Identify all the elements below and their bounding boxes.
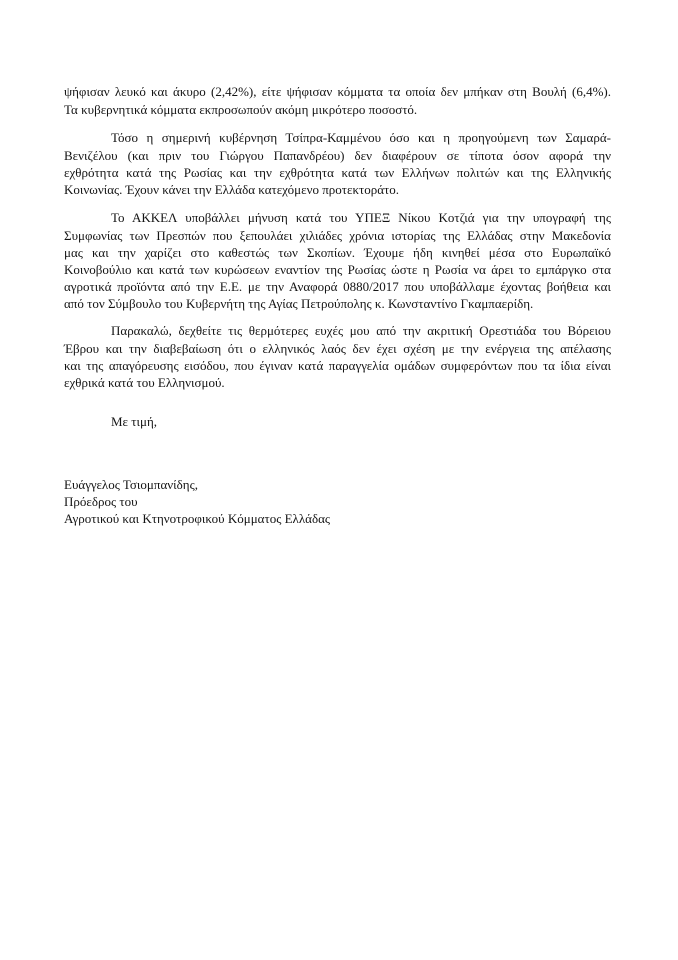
- paragraph-line: ψήφισαν λευκό και άκυρο (2,42%), είτε ψήφισαν κόμματα τα οποία δεν μπήκαν στη Βουλή (6,4%).: [64, 84, 611, 99]
- paragraph-line: Κοινωνίας. Έχουν κάνει την Ελλάδα κατεχόμενο προτεκτοράτο.: [64, 182, 400, 197]
- paragraph-line: Τόσο η σημερινή κυβέρνηση Τσίπρα-Καμμένου όσο και η προηγούμενη των Σαμαρά-: [111, 130, 611, 145]
- paragraph-line: Παρακαλώ, δεχθείτε τις θερμότερες ευχές μου από την ακριτική Ορεστιάδα του Βόρειου: [111, 323, 611, 338]
- paragraph-line: και της απαγόρευσης εισόδου, που έγιναν κατά παραγγελία ομάδων συμφερόντων που τα ίδια είναι: [64, 358, 611, 373]
- paragraph-line: αγροτικά προϊόντα από την Ε.Ε. με την Αναφορά 0880/2017 που υποβάλλαμε έχοντας βοήθεια και: [64, 279, 611, 294]
- signatory-organization: Αγροτικού και Κτηνοτροφικού Κόμματος Ελλάδας: [64, 511, 331, 526]
- closing-salutation: Με τιμή,: [111, 414, 158, 429]
- paragraph-line: από τον Σύμβουλο του Κυβερνήτη της Αγίας Πετρούπολης κ. Κωνσταντίνο Γκαμπαερίδη.: [64, 296, 534, 311]
- signatory-title: Πρόεδρος του: [64, 494, 138, 509]
- paragraph-line: εχθρότητα κατά της Ρωσίας και την εχθρότητα κατά των Ελλήνων πολιτών και της Ελληνικής: [64, 165, 611, 180]
- paragraph-line: Κοινοβούλιο και κατά των κυρώσεων εναντίον της Ρωσίας ώστε η Ρωσία να άρει το εμπάργκο στα: [64, 262, 611, 277]
- paragraph-line: Τα κυβερνητικά κόμματα εκπροσωπούν ακόμη μικρότερο ποσοστό.: [64, 102, 418, 117]
- signatory-name: Ευάγγελος Τσιομπανίδης,: [64, 477, 198, 492]
- paragraph-line: Συμφωνίας των Πρεσπών που ξεπουλάει χιλιάδες χρόνια ιστορίας της Ελλάδας στην Μακεδονία: [64, 228, 611, 243]
- paragraph-line: Βενιζέλου (και πριν του Γιώργου Παπανδρέου) δεν διαφέρουν σε τίποτα όσον αφορά την: [64, 148, 611, 163]
- paragraph-line: μας και την χαρίζει στο καθεστώς των Σκοπίων. Έχουμε ήδη κινηθεί μέσα στο Ευρωπαϊκό: [64, 245, 611, 260]
- paragraph-line: Το ΑΚΚΕΛ υποβάλλει μήνυση κατά του ΥΠΕΞ Νίκου Κοτζιά για την υπογραφή της: [111, 210, 611, 225]
- paragraph-line: Έβρου και την διαβεβαίωση ότι ο ελληνικός λαός δεν έχει σχέση με την ενέργεια της απέλασης: [64, 341, 611, 356]
- paragraph-line: εχθρικά κατά του Ελληνισμού.: [64, 375, 225, 390]
